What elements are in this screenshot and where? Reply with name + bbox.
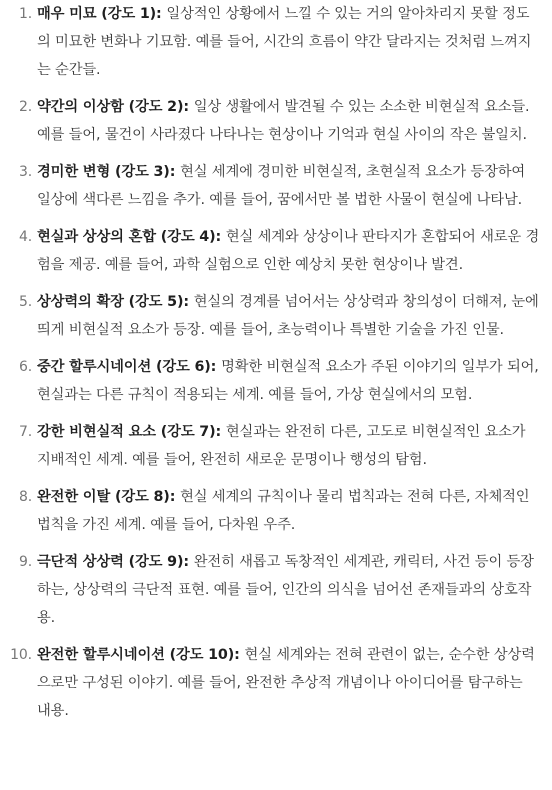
item-title: 완전한 이탈 (강도 8) xyxy=(37,489,170,505)
item-title: 극단적 상상력 (강도 9) xyxy=(37,554,184,570)
item-description: 현실의 경계를 넘어서는 상상력과 창의성이 더해져, 눈에 띄게 비현실적 요소가 등장. 예를 들어, 초능력이나 특별한 기술을 가진 인물. xyxy=(37,294,539,338)
list-item: 1. 매우 미묘 (강도 1): 일상적인 상황에서 느낄 수 있는 거의 알아차리지 못할 정도의 미묘한 변화나 기묘함. 예를 들어, 시간의 흐름이 약간 달라지는 것처럼 느껴지는 순간들. xyxy=(10,0,540,84)
item-number: 5. xyxy=(18,294,32,310)
list-item: 4. 현실과 상상의 혼합 (강도 4): 현실 세계와 상상이나 판타지가 혼합되어 새로운 경험을 제공. 예를 들어, 과학 실험으로 인한 예상치 못한 현상이나 발견. xyxy=(10,223,540,279)
list-item: 2. 약간의 이상함 (강도 2): 일상 생활에서 발견될 수 있는 소소한 비현실적 요소들. 예를 들어, 물건이 사라졌다 나타나는 현상이나 기억과 현실 사이의 작은 불일치. xyxy=(10,93,540,149)
item-description: 명확한 비현실적 요소가 주된 이야기의 일부가 되어, 현실과는 다른 규칙이 적용되는 세계. 예를 들어, 가상 현실에서의 모험. xyxy=(37,359,539,403)
item-title: 현실과 상상의 혼합 (강도 4) xyxy=(37,229,216,245)
item-number: 1. xyxy=(18,6,32,22)
item-title: 상상력의 확장 (강도 5) xyxy=(37,294,184,310)
intensity-list xyxy=(10,0,540,725)
item-number: 10. xyxy=(10,647,32,663)
list-item: 5. 상상력의 확장 (강도 5): 현실의 경계를 넘어서는 상상력과 창의성이 더해져, 눈에 띄게 비현실적 요소가 등장. 예를 들어, 초능력이나 특별한 기술을 가진 인물. xyxy=(10,288,540,344)
list-item: 9. 극단적 상상력 (강도 9): 완전히 새롭고 독창적인 세계관, 캐릭터, 사건 등이 등장하는, 상상력의 극단적 표현. 예를 들어, 인간의 의식을 넘어선 존재들과의 상호작용. xyxy=(10,548,540,632)
list-item: 3. 경미한 변형 (강도 3): 현실 세계에 경미한 비현실적, 초현실적 요소가 등장하여 일상에 색다른 느낌을 추가. 예를 들어, 꿈에서만 볼 법한 사물이 현실에 나타남. xyxy=(10,158,540,214)
item-title: 매우 미묘 (강도 1) xyxy=(37,6,157,22)
item-number: 4. xyxy=(18,229,32,245)
item-title: 강한 비현실적 요소 (강도 7) xyxy=(37,424,216,440)
item-title: 완전한 할루시네이션 (강도 10) xyxy=(37,647,235,663)
item-description: 완전히 새롭고 독창적인 세계관, 캐릭터, 사건 등이 등장하는, 상상력의 극단적 표현. 예를 들어, 인간의 의식을 넘어선 존재들과의 상호작용. xyxy=(37,554,534,626)
item-description: 일상 생활에서 발견될 수 있는 소소한 비현실적 요소들. 예를 들어, 물건이 사라졌다 나타나는 현상이나 기억과 현실 사이의 작은 불일치. xyxy=(37,99,530,143)
item-description: 현실 세계의 규칙이나 물리 법칙과는 전혀 다른, 자체적인 법칙을 가진 세계. 예를 들어, 다차원 우주. xyxy=(37,489,530,533)
item-number: 8. xyxy=(18,489,32,505)
item-number: 3. xyxy=(18,164,32,180)
item-number: 6. xyxy=(18,359,32,375)
item-description: 일상적인 상황에서 느낄 수 있는 거의 알아차리지 못할 정도의 미묘한 변화나 기묘함. 예를 들어, 시간의 흐름이 약간 달라지는 것처럼 느껴지는 순간들. xyxy=(37,6,532,78)
item-description: 현실 세계와는 전혀 관련이 없는, 순수한 상상력으로만 구성된 이야기. 예를 들어, 완전한 추상적 개념이나 아이디어를 탐구하는 내용. xyxy=(37,647,535,719)
list-item: 10. 완전한 할루시네이션 (강도 10): 현실 세계와는 전혀 관련이 없는, 순수한 상상력으로만 구성된 이야기. 예를 들어, 완전한 추상적 개념이나 아이디어를 탐구하는 내용. xyxy=(10,641,540,725)
list-item: 8. 완전한 이탈 (강도 8): 현실 세계의 규칙이나 물리 법칙과는 전혀 다른, 자체적인 법칙을 가진 세계. 예를 들어, 다차원 우주. xyxy=(10,483,540,539)
item-title: 경미한 변형 (강도 3) xyxy=(37,164,170,180)
item-description: 현실 세계에 경미한 비현실적, 초현실적 요소가 등장하여 일상에 색다른 느낌을 추가. 예를 들어, 꿈에서만 볼 법한 사물이 현실에 나타남. xyxy=(37,164,526,208)
item-title: 약간의 이상함 (강도 2) xyxy=(37,99,184,115)
item-description: 현실과는 완전히 다른, 고도로 비현실적인 요소가 지배적인 세계. 예를 들어, 완전히 새로운 문명이나 행성의 탐험. xyxy=(37,424,526,468)
list-item: 6. 중간 할루시네이션 (강도 6): 명확한 비현실적 요소가 주된 이야기의 일부가 되어, 현실과는 다른 규칙이 적용되는 세계. 예를 들어, 가상 현실에서의 모험. xyxy=(10,353,540,409)
item-number: 7. xyxy=(18,424,32,440)
item-title: 중간 할루시네이션 (강도 6) xyxy=(37,359,211,375)
item-description: 현실 세계와 상상이나 판타지가 혼합되어 새로운 경험을 제공. 예를 들어, 과학 실험으로 인한 예상치 못한 현상이나 발견. xyxy=(37,229,540,273)
item-number: 2. xyxy=(18,99,32,115)
list-item: 7. 강한 비현실적 요소 (강도 7): 현실과는 완전히 다른, 고도로 비현실적인 요소가 지배적인 세계. 예를 들어, 완전히 새로운 문명이나 행성의 탐험. xyxy=(10,418,540,474)
item-number: 9. xyxy=(18,554,32,570)
